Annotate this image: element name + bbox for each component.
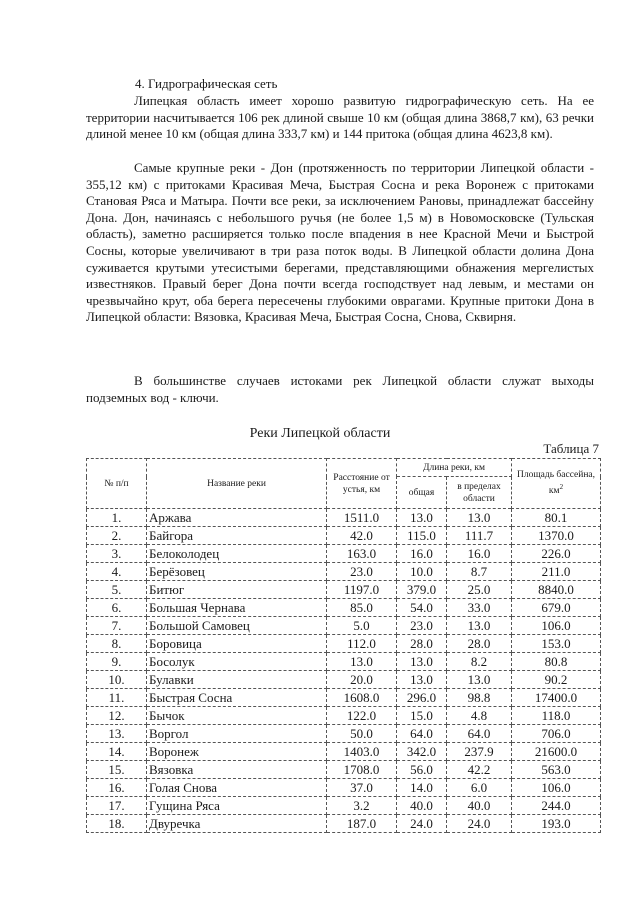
- river-name: Быстрая Сосна: [147, 689, 327, 707]
- length-region-value: 25.0: [447, 581, 512, 599]
- row-number: 4.: [87, 563, 147, 581]
- basin-area-value: 21600.0: [512, 743, 601, 761]
- length-total-value: 16.0: [397, 545, 447, 563]
- table-row: [87, 635, 601, 653]
- river-name: Аржава: [147, 509, 327, 527]
- length-region-value: 13.0: [447, 671, 512, 689]
- distance-value: 23.0: [327, 563, 397, 581]
- basin-area-value: 193.0: [512, 815, 601, 833]
- length-total-value: 23.0: [397, 617, 447, 635]
- table-row: [87, 545, 601, 563]
- section-title: 4. Гидрографическая сеть: [135, 76, 278, 91]
- header-length-group: Длина реки, км: [397, 459, 512, 477]
- header-basin: [512, 459, 601, 509]
- table-body: [87, 509, 601, 833]
- paragraph-1: [86, 93, 594, 143]
- length-region-value: 237.9: [447, 743, 512, 761]
- length-region-value: 98.8: [447, 689, 512, 707]
- distance-value: 20.0: [327, 671, 397, 689]
- table-caption: Реки Липецкой области: [249, 426, 391, 441]
- length-region-value: 8.2: [447, 653, 512, 671]
- row-number: 13.: [87, 725, 147, 743]
- river-name: Голая Снова: [147, 779, 327, 797]
- basin-area-value: 226.0: [512, 545, 601, 563]
- table-row: [87, 779, 601, 797]
- distance-value: 122.0: [327, 707, 397, 725]
- river-name: Битюг: [147, 581, 327, 599]
- length-region-value: 13.0: [447, 617, 512, 635]
- distance-value: 187.0: [327, 815, 397, 833]
- distance-value: 163.0: [327, 545, 397, 563]
- row-number: 11.: [87, 689, 147, 707]
- row-number: 3.: [87, 545, 147, 563]
- basin-area-value: 90.2: [512, 671, 601, 689]
- river-name: Байгора: [147, 527, 327, 545]
- paragraph-3-text: В большинстве случаев истоками рек Липецкой области служат выходы подземных вод - ключи.: [86, 373, 594, 405]
- length-total-value: 13.0: [397, 671, 447, 689]
- table-row: [87, 725, 601, 743]
- length-total-value: 28.0: [397, 635, 447, 653]
- length-total-value: 64.0: [397, 725, 447, 743]
- header-length-total: общая: [397, 477, 447, 509]
- table-row: [87, 743, 601, 761]
- length-total-value: 379.0: [397, 581, 447, 599]
- row-number: 2.: [87, 527, 147, 545]
- header-name: Название реки: [147, 459, 327, 509]
- distance-value: 42.0: [327, 527, 397, 545]
- river-name: Белоколодец: [147, 545, 327, 563]
- row-number: 5.: [87, 581, 147, 599]
- basin-area-value: 1370.0: [512, 527, 601, 545]
- header-basin-sup: 2: [559, 483, 564, 492]
- basin-area-value: 80.1: [512, 509, 601, 527]
- table-row: [87, 761, 601, 779]
- length-region-value: 33.0: [447, 599, 512, 617]
- river-name: Двуречка: [147, 815, 327, 833]
- basin-area-value: 153.0: [512, 635, 601, 653]
- length-total-value: 13.0: [397, 509, 447, 527]
- table-number: Таблица 7: [543, 441, 599, 456]
- length-total-value: 24.0: [397, 815, 447, 833]
- table-row: [87, 509, 601, 527]
- row-number: 9.: [87, 653, 147, 671]
- row-number: 1.: [87, 509, 147, 527]
- row-number: 10.: [87, 671, 147, 689]
- length-region-value: 40.0: [447, 797, 512, 815]
- table-row: [87, 815, 601, 833]
- length-region-value: 28.0: [447, 635, 512, 653]
- row-number: 6.: [87, 599, 147, 617]
- length-total-value: 54.0: [397, 599, 447, 617]
- paragraph-3: [86, 373, 594, 406]
- length-region-value: 13.0: [447, 509, 512, 527]
- length-total-value: 14.0: [397, 779, 447, 797]
- table-row: [87, 797, 601, 815]
- basin-area-value: 706.0: [512, 725, 601, 743]
- row-number: 12.: [87, 707, 147, 725]
- table-row: [87, 653, 601, 671]
- distance-value: 85.0: [327, 599, 397, 617]
- length-total-value: 342.0: [397, 743, 447, 761]
- rivers-table: [86, 458, 601, 833]
- header-distance: Расстояние от устья, км: [327, 459, 397, 509]
- row-number: 18.: [87, 815, 147, 833]
- river-name: Воронеж: [147, 743, 327, 761]
- header-num: № п/п: [87, 459, 147, 509]
- length-region-value: 64.0: [447, 725, 512, 743]
- row-number: 16.: [87, 779, 147, 797]
- distance-value: 1403.0: [327, 743, 397, 761]
- length-total-value: 13.0: [397, 653, 447, 671]
- table-row: [87, 671, 601, 689]
- length-total-value: 10.0: [397, 563, 447, 581]
- basin-area-value: 17400.0: [512, 689, 601, 707]
- length-region-value: 6.0: [447, 779, 512, 797]
- basin-area-value: 563.0: [512, 761, 601, 779]
- paragraph-2: [86, 160, 594, 326]
- basin-area-value: 80.8: [512, 653, 601, 671]
- row-number: 17.: [87, 797, 147, 815]
- distance-value: 112.0: [327, 635, 397, 653]
- river-name: Вязовка: [147, 761, 327, 779]
- row-number: 8.: [87, 635, 147, 653]
- distance-value: 50.0: [327, 725, 397, 743]
- basin-area-value: 118.0: [512, 707, 601, 725]
- length-total-value: 56.0: [397, 761, 447, 779]
- length-region-value: 4.8: [447, 707, 512, 725]
- river-name: Гущина Ряса: [147, 797, 327, 815]
- length-total-value: 115.0: [397, 527, 447, 545]
- table-row: [87, 689, 601, 707]
- distance-value: 1197.0: [327, 581, 397, 599]
- distance-value: 3.2: [327, 797, 397, 815]
- river-name: Большой Самовец: [147, 617, 327, 635]
- distance-value: 5.0: [327, 617, 397, 635]
- distance-value: 1608.0: [327, 689, 397, 707]
- table-row: [87, 527, 601, 545]
- basin-area-value: 8840.0: [512, 581, 601, 599]
- basin-area-value: 106.0: [512, 617, 601, 635]
- distance-value: 1708.0: [327, 761, 397, 779]
- row-number: 15.: [87, 761, 147, 779]
- river-name: Босолук: [147, 653, 327, 671]
- river-name: Боровица: [147, 635, 327, 653]
- river-name: Булавки: [147, 671, 327, 689]
- row-number: 7.: [87, 617, 147, 635]
- distance-value: 13.0: [327, 653, 397, 671]
- table-row: [87, 599, 601, 617]
- distance-value: 37.0: [327, 779, 397, 797]
- basin-area-value: 679.0: [512, 599, 601, 617]
- river-name: Бычок: [147, 707, 327, 725]
- length-region-value: 16.0: [447, 545, 512, 563]
- length-total-value: 40.0: [397, 797, 447, 815]
- table-row: [87, 617, 601, 635]
- river-name: Воргол: [147, 725, 327, 743]
- table-row: [87, 563, 601, 581]
- basin-area-value: 211.0: [512, 563, 601, 581]
- length-region-value: 8.7: [447, 563, 512, 581]
- length-total-value: 15.0: [397, 707, 447, 725]
- basin-area-value: 244.0: [512, 797, 601, 815]
- distance-value: 1511.0: [327, 509, 397, 527]
- length-region-value: 42.2: [447, 761, 512, 779]
- length-region-value: 111.7: [447, 527, 512, 545]
- paragraph-2-text: Самые крупные реки - Дон (протяженность по территории Липецкой области - 355,12 км) с притоками Красивая Меча, Быстрая Сосна и река Воронеж с притоками Становая Ряса и Матыра. Почти все реки, за исключением Рановы, принадлежат бассейну Дона. Дон, начинаясь с небольшого ручья (не более 1,5 м) в Новомосковске (Тульская область), заметно расширяется только после впадения в нее Красной Мечи и Быстрой Сосны, которые увеличивают в три раза поток воды. В Липецкой области долина Дона суживается крутыми утесистыми берегами, представляющими обнажения мергелистых известняков. Правый берег Дона почти всегда господствует над левым, и местами он чрезвычайно крут, оба берега пересечены глубокими оврагами. Крупные притоки Дона в Липецкой области: Вязовка, Красивая Меча, Быстрая Сосна, Снова, Сквирня.: [86, 160, 594, 325]
- header-basin-text: Площадь бассейна, км: [517, 470, 595, 497]
- row-number: 14.: [87, 743, 147, 761]
- table-row: [87, 581, 601, 599]
- length-region-value: 24.0: [447, 815, 512, 833]
- header-length-region: в пределах области: [447, 477, 512, 509]
- river-name: Большая Чернава: [147, 599, 327, 617]
- table-row: [87, 707, 601, 725]
- paragraph-1-text: Липецкая область имеет хорошо развитую гидрографическую сеть. На ее территории насчитывается 106 рек длиной свыше 10 км (общая длина 3868,7 км), 63 речки длиной менее 10 км (общая длина 333,7 км) и 144 притока (общая длина 4623,8 км).: [86, 93, 594, 142]
- basin-area-value: 106.0: [512, 779, 601, 797]
- river-name: Берёзовец: [147, 563, 327, 581]
- length-total-value: 296.0: [397, 689, 447, 707]
